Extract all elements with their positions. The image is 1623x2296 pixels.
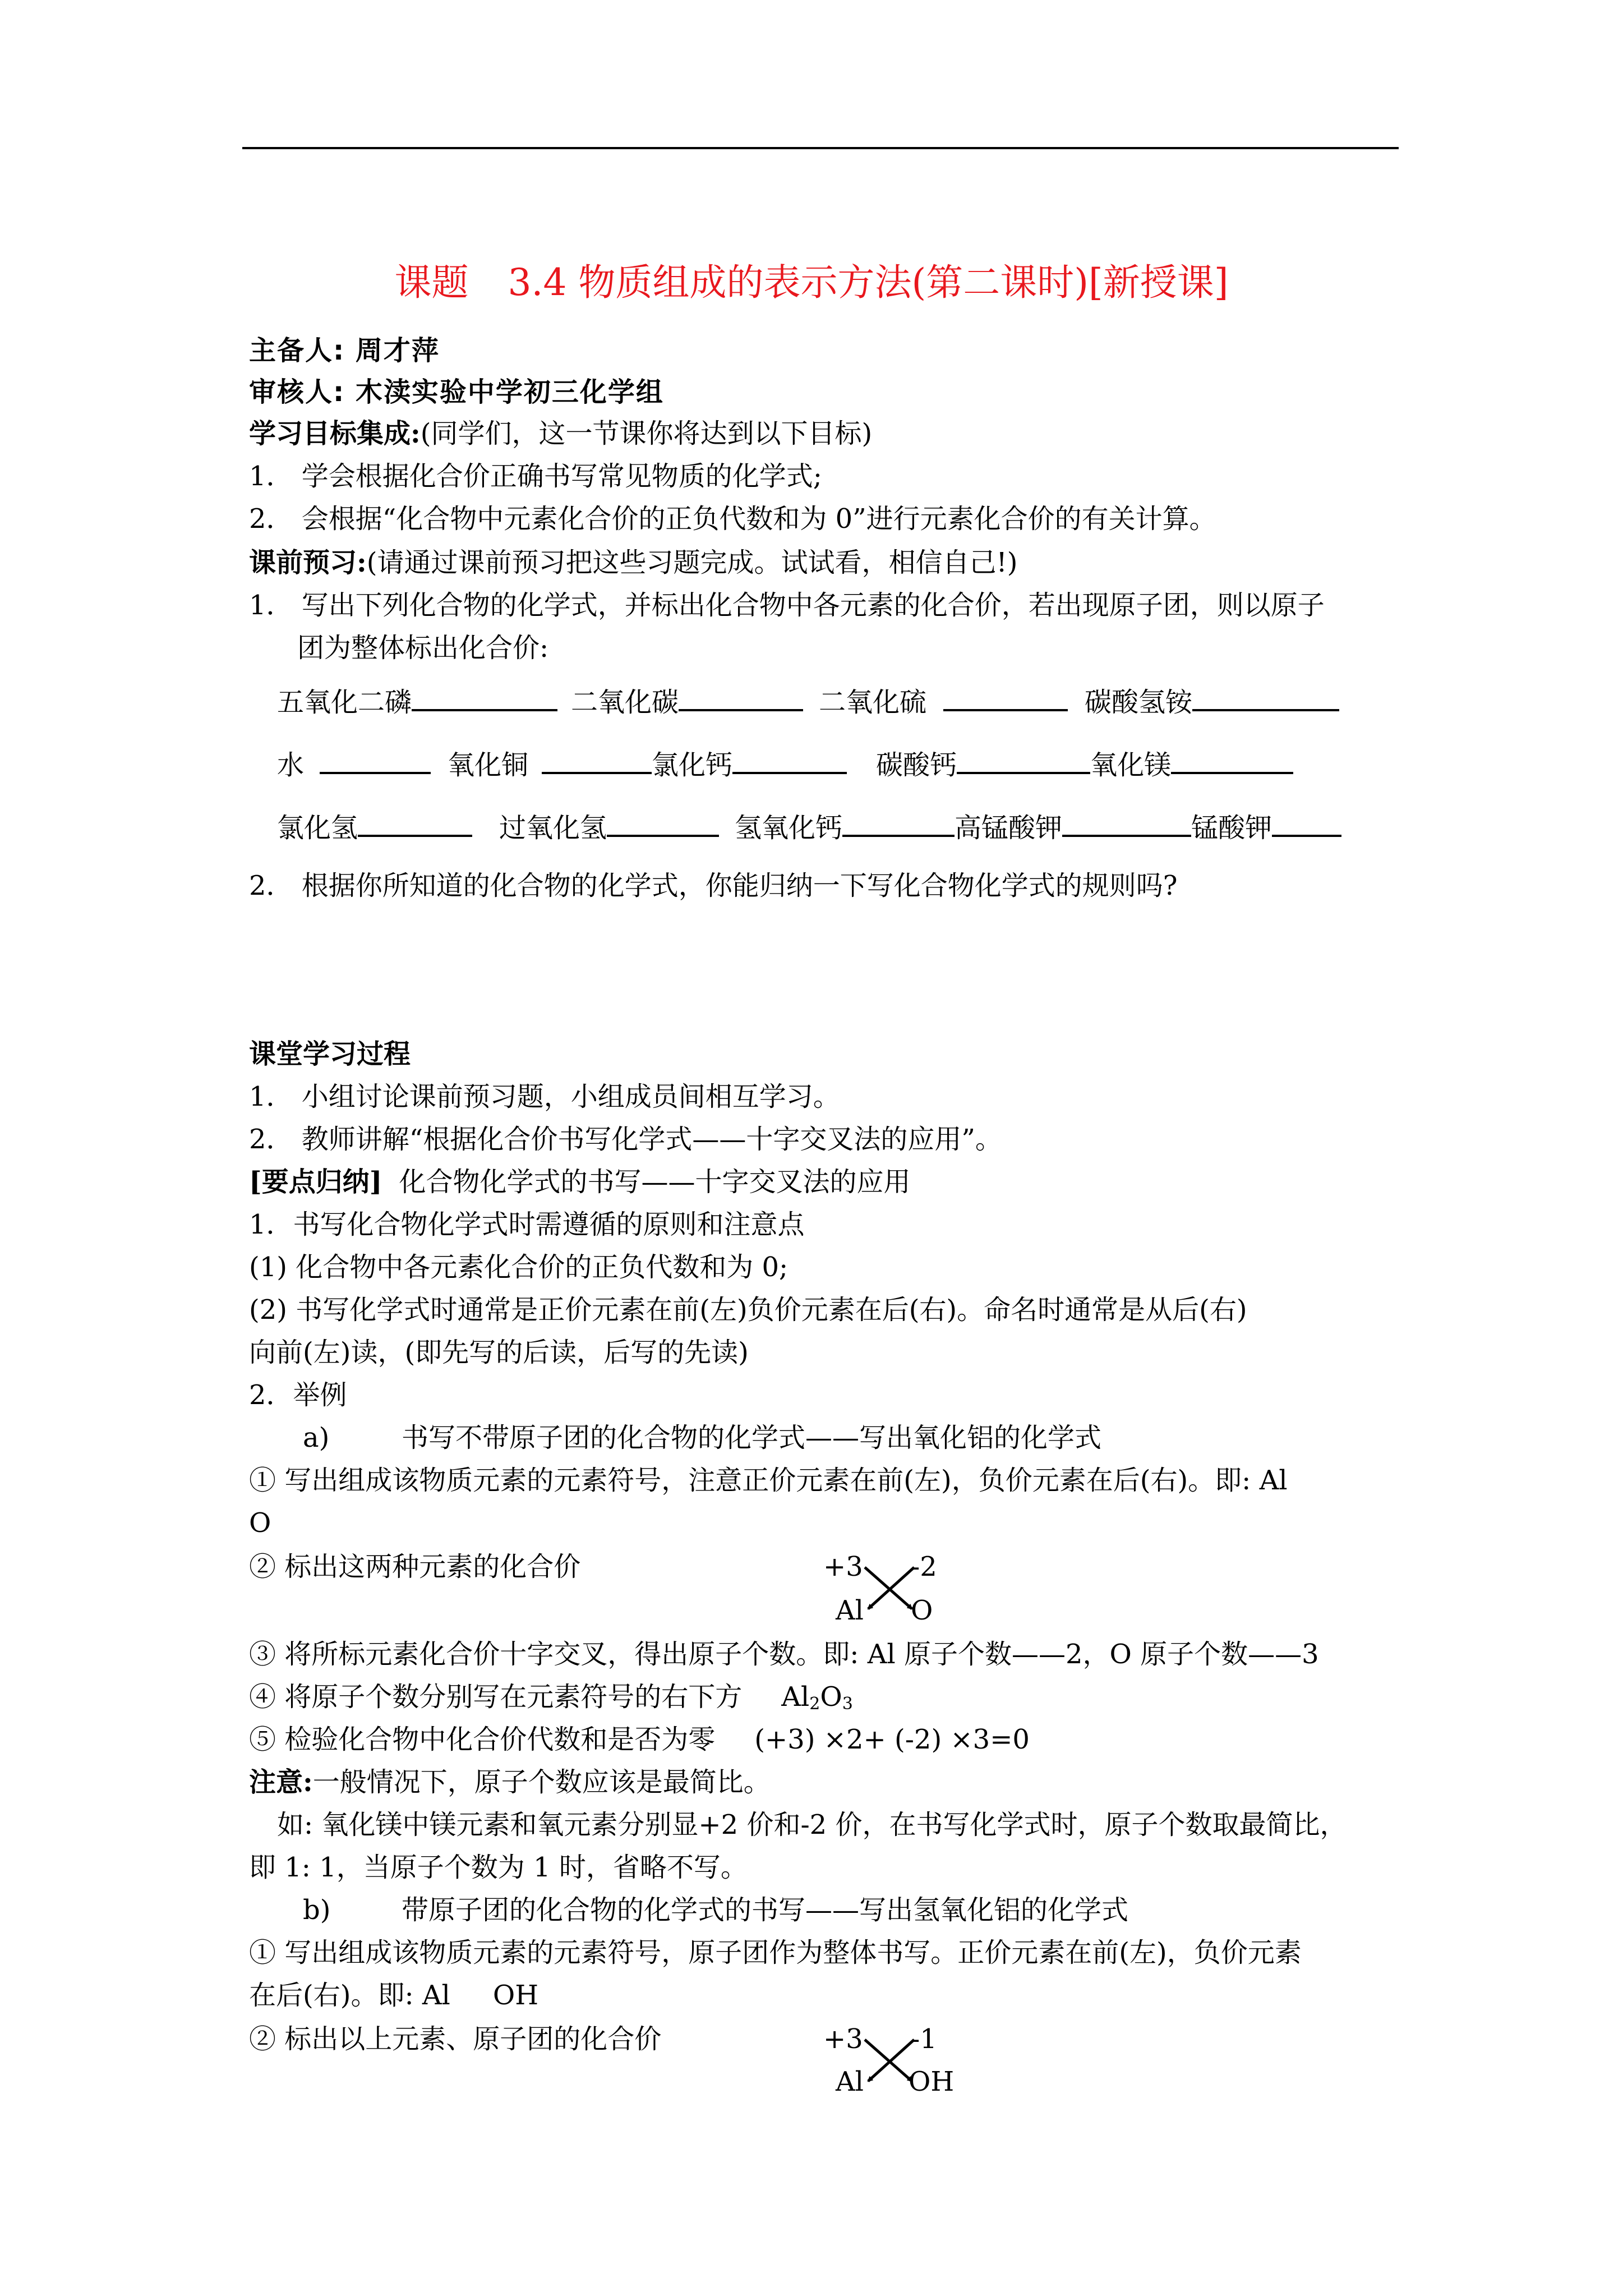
compound-label: 氧化镁 — [1090, 749, 1172, 781]
answer-blank[interactable] — [1272, 810, 1341, 837]
reviewer-line — [249, 375, 664, 409]
compound-label: 二氧化碳 — [571, 687, 679, 718]
answer-blank[interactable] — [732, 747, 847, 774]
preview-question-1: 1． 写出下列化合物的化学式，并标出化合物中各元素的化合价，若出现原子团，则以原子 — [249, 590, 1325, 621]
example-a-step-1-cont: O — [249, 1507, 271, 1539]
example-b-step-1-cont: 在后(右)。即: Al OH — [249, 1980, 539, 2011]
principle-2-cont: 向前(左)读，(即先写的后读，后写的先读) — [249, 1337, 749, 1368]
valence-negative: -1 — [911, 2023, 937, 2055]
compound-label: 锰酸钾 — [1191, 812, 1272, 844]
compound-label: 氯化钙 — [652, 749, 733, 781]
preview-heading-line — [249, 545, 1017, 580]
example-a-step-4: ④ 将原子个数分别写在元素符号的右下方 — [249, 1681, 743, 1713]
preview-question-1-cont: 团为整体标出化合价: — [297, 632, 549, 664]
element-symbol: Al — [836, 1595, 864, 1626]
compound-label: 氧化铜 — [448, 749, 529, 781]
compound-label: 过氧化氢 — [499, 812, 607, 844]
compound-label: 碳酸钙 — [876, 749, 957, 781]
element-symbol: Al — [836, 2066, 864, 2097]
valence-check: (+3) ×2+ (-2) ×3=0 — [754, 1724, 1030, 1755]
compound-label: 二氧化硫 — [819, 687, 927, 718]
example-a-step-5: ⑤ 检验化合物中化合价代数和是否为零 — [249, 1724, 716, 1755]
compound-row-2 — [277, 747, 1293, 783]
principles-heading: 1．书写化合物化学式时需遵循的原则和注意点 — [249, 1209, 805, 1240]
valence-positive: +3 — [823, 2023, 863, 2055]
preview-heading: 课前预习: — [249, 547, 367, 578]
answer-blank[interactable] — [957, 747, 1090, 774]
compound-label: 碳酸氢铵 — [1085, 687, 1193, 718]
reviewer-label: 审核人: — [249, 376, 345, 408]
notice-label: 注意: — [249, 1766, 313, 1798]
goals-heading: 学习目标集成: — [249, 418, 421, 449]
answer-blank[interactable] — [607, 810, 719, 837]
examples-heading: 2．举例 — [249, 1379, 347, 1411]
example-b-title: 带原子团的化合物的化学式的书写——写出氢氧化铝的化学式 — [402, 1894, 1129, 1926]
process-step-2: 2． 教师讲解“根据化合价书写化学式——十字交叉法的应用”。 — [249, 1124, 1002, 1155]
principle-1: (1) 化合物中各元素化合价的正负代数和为 0; — [249, 1251, 789, 1283]
example-a-step-3: ③ 将所标元素化合价十字交叉，得出原子个数。即: Al 原子个数——2，O 原子个数——3 — [249, 1639, 1319, 1670]
answer-blank[interactable] — [1062, 810, 1191, 837]
chemical-formula: $Al_2O_3$ — [781, 1681, 853, 1714]
answer-blank[interactable] — [412, 684, 557, 711]
example-b-label: b) — [303, 1894, 331, 1926]
answer-blank[interactable] — [943, 684, 1068, 711]
key-points-line — [249, 1165, 910, 1199]
preparer-label: 主备人: — [249, 335, 345, 366]
process-heading: 课堂学习过程 — [249, 1038, 411, 1070]
key-points-label: [要点归纳] — [249, 1166, 382, 1198]
answer-blank[interactable] — [842, 810, 955, 837]
header-rule — [242, 147, 1399, 149]
example-b-step-1: ① 写出组成该物质元素的元素符号，原子团作为整体书写。正价元素在前(左)，负价元素 — [249, 1937, 1302, 1968]
answer-blank[interactable] — [1171, 747, 1293, 774]
element-symbol: O — [911, 1595, 933, 1626]
principle-2: (2) 书写化学式时通常是正价元素在前(左)负价元素在后(右)。命名时通常是从后(右) — [249, 1294, 1247, 1326]
compound-label: 氯化氢 — [277, 812, 358, 844]
element-symbol: OH — [909, 2066, 955, 2097]
goal-item-2: 2． 会根据“化合物中元素化合价的正负代数和为 0”进行元素化合价的有关计算。 — [249, 503, 1216, 535]
cross-arrow-icon — [858, 2035, 925, 2091]
goal-item-1: 1． 学会根据化合价正确书写常见物质的化学式; — [249, 461, 822, 492]
preparer-name: 周才萍 — [355, 335, 440, 366]
compound-row-1 — [277, 684, 1339, 720]
answer-blank[interactable] — [358, 810, 472, 837]
example-a-label: a) — [303, 1422, 330, 1453]
radical-group: OH — [492, 1980, 539, 2011]
goals-heading-line — [249, 416, 872, 451]
title-text: 3.4 物质组成的表示方法(第二课时)[新授课] — [508, 261, 1229, 304]
key-points-text: 化合物化学式的书写——十字交叉法的应用 — [399, 1166, 911, 1198]
notice-line — [249, 1765, 771, 1800]
preview-question-2: 2． 根据你所知道的化合物的化学式，你能归纳一下写化合物化学式的规则吗? — [249, 870, 1178, 901]
example-a-step-1: ① 写出组成该物质元素的元素符号，注意正价元素在前(左)，负价元素在后(右)。即: Al — [249, 1465, 1288, 1496]
compound-label: 高锰酸钾 — [955, 812, 1063, 844]
compound-label: 五氧化二磷 — [277, 687, 412, 718]
answer-blank[interactable] — [320, 747, 431, 774]
preview-note: (请通过课前预习把这些习题完成。试试看，相信自己!) — [366, 547, 1018, 578]
compound-label: 水 — [277, 749, 305, 781]
example-a-title: 书写不带原子团的化合物的化学式——写出氧化铝的化学式 — [402, 1422, 1102, 1453]
process-step-1: 1． 小组讨论课前预习题，小组成员间相互学习。 — [249, 1081, 840, 1112]
example-a-step-4-line — [249, 1680, 853, 1722]
notice-example: 如: 氧化镁中镁元素和氧元素分别显+2 价和-2 价，在书写化学式时，原子个数取最简比， — [277, 1809, 1347, 1841]
preparer-line — [249, 333, 440, 368]
page-title — [0, 252, 1623, 306]
valence-positive: +3 — [823, 1551, 863, 1582]
cross-arrow-icon — [858, 1563, 925, 1619]
goals-note: (同学们，这一节课你将达到以下目标) — [420, 418, 873, 449]
reviewer-name: 木渎实验中学初三化学组 — [355, 376, 664, 408]
title-label: 课题 — [394, 261, 469, 304]
notice-text: 一般情况下，原子个数应该是最简比。 — [312, 1766, 771, 1798]
answer-blank[interactable] — [542, 747, 652, 774]
example-a-step-2: ② 标出这两种元素的化合价 — [249, 1551, 581, 1582]
valence-negative: -2 — [911, 1551, 937, 1582]
compound-row-3 — [277, 810, 1341, 845]
answer-blank[interactable] — [1192, 684, 1339, 711]
example-b-step-2: ② 标出以上元素、原子团的化合价 — [249, 2023, 662, 2055]
example-a-step-5-line — [249, 1722, 1030, 1757]
notice-example-cont: 即 1: 1，当原子个数为 1 时，省略不写。 — [249, 1852, 748, 1883]
answer-blank[interactable] — [679, 684, 803, 711]
compound-label: 氢氧化钙 — [735, 812, 843, 844]
